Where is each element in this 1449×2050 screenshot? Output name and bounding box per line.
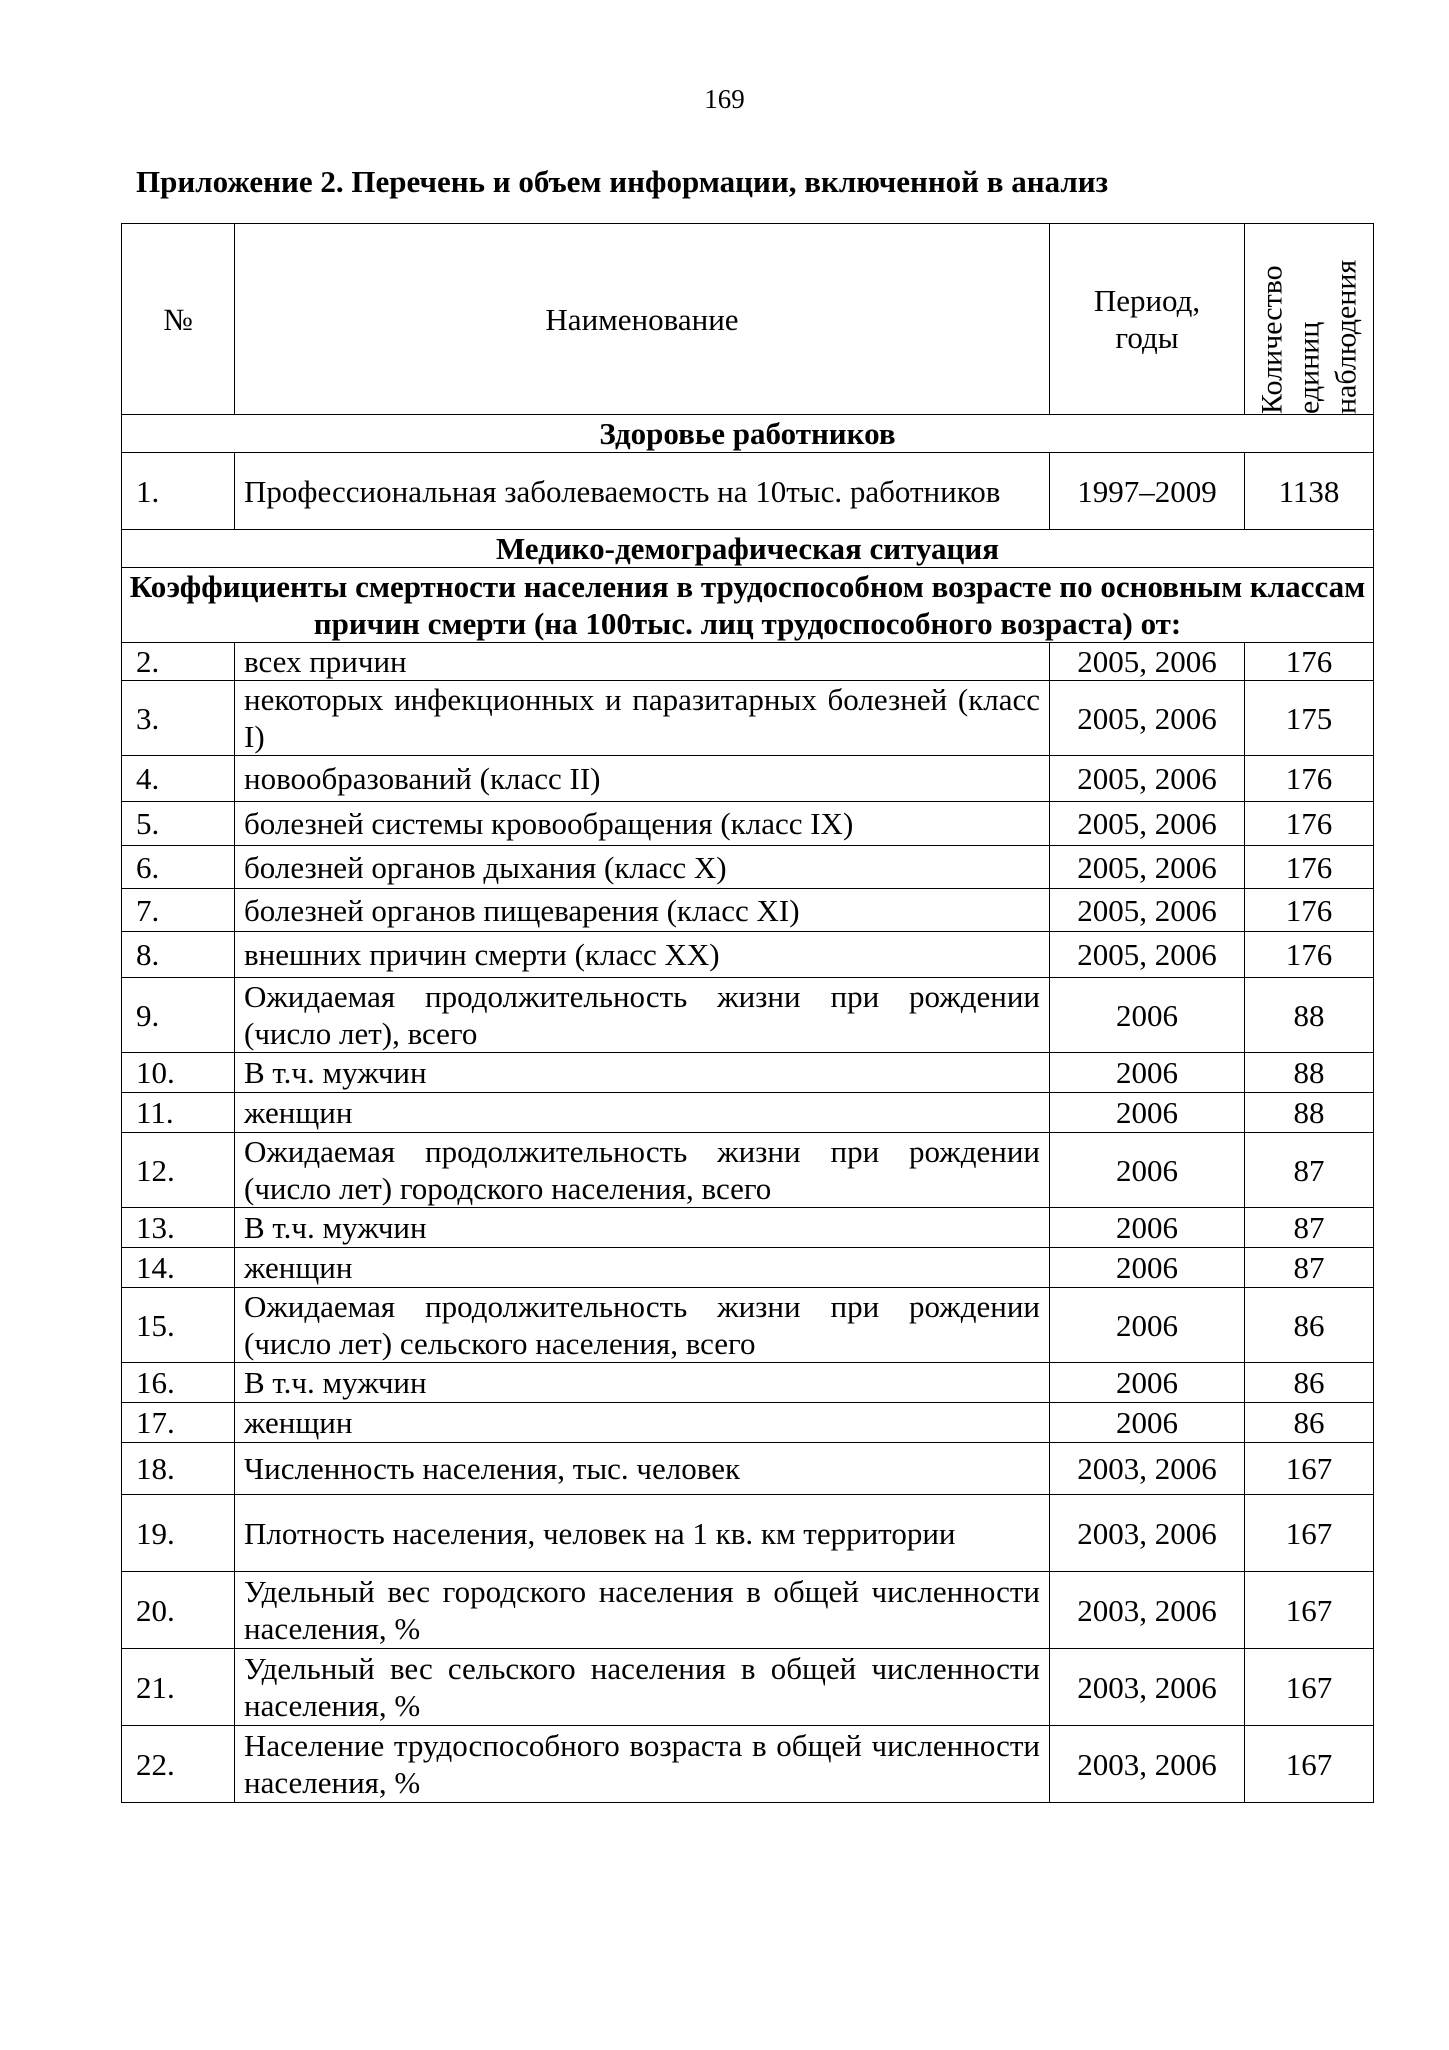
table-row	[122, 1403, 1374, 1443]
table-row	[122, 802, 1374, 846]
row-name: Ожидаемая продолжительность жизни при рождении (число лет), всего	[235, 978, 1050, 1053]
page-number: 169	[704, 84, 745, 114]
row-period: 2003, 2006	[1050, 1443, 1245, 1495]
header-row	[122, 224, 1374, 415]
row-period: 2005, 2006	[1050, 643, 1245, 681]
row-name: болезней системы кровообращения (класс IX)	[235, 802, 1050, 846]
row-period: 2005, 2006	[1050, 889, 1245, 932]
row-number: 16.	[122, 1363, 235, 1403]
row-number: 1.	[122, 453, 235, 530]
row-period: 2005, 2006	[1050, 756, 1245, 802]
row-period: 2006	[1050, 978, 1245, 1053]
row-name: Удельный вес городского населения в общей численности населения, %	[235, 1572, 1050, 1649]
row-name: болезней органов пищеварения (класс XI)	[235, 889, 1050, 932]
table-row	[122, 453, 1374, 530]
row-name: Численность населения, тыс. человек	[235, 1443, 1050, 1495]
appendix-title: Приложение 2. Перечень и объем информации, включенной в анализ	[136, 164, 1109, 199]
row-number: 19.	[122, 1495, 235, 1572]
table-row	[122, 932, 1374, 978]
row-period: 2006	[1050, 1093, 1245, 1133]
row-number: 2.	[122, 643, 235, 681]
table-row	[122, 978, 1374, 1053]
table-row	[122, 1288, 1374, 1363]
table-row	[122, 643, 1374, 681]
table-row	[122, 1726, 1374, 1803]
row-period: 2006	[1050, 1053, 1245, 1093]
table-row	[122, 846, 1374, 889]
row-name: Ожидаемая продолжительность жизни при рождении (число лет) сельского населения, всего	[235, 1288, 1050, 1363]
row-count: 87	[1245, 1248, 1374, 1288]
header-count-line1: Количество	[1255, 265, 1289, 414]
row-name: Профессиональная заболеваемость на 10тыс. работников	[235, 453, 1050, 530]
row-name: новообразований (класс II)	[235, 756, 1050, 802]
row-count: 86	[1245, 1363, 1374, 1403]
section-health	[122, 415, 1374, 453]
row-name: Удельный вес сельского населения в общей численности населения, %	[235, 1649, 1050, 1726]
row-count: 167	[1245, 1443, 1374, 1495]
table-row	[122, 1093, 1374, 1133]
section-medico-demographic	[122, 530, 1374, 568]
row-count: 87	[1245, 1133, 1374, 1208]
row-period: 2003, 2006	[1050, 1649, 1245, 1726]
table-row	[122, 756, 1374, 802]
row-number: 9.	[122, 978, 235, 1053]
row-number: 7.	[122, 889, 235, 932]
row-number: 20.	[122, 1572, 235, 1649]
row-count: 176	[1245, 643, 1374, 681]
header-period-line1: Период,	[1093, 283, 1201, 318]
table-row	[122, 1053, 1374, 1093]
row-name: Плотность населения, человек на 1 кв. км территории	[235, 1495, 1050, 1572]
header-period	[1050, 224, 1245, 415]
row-count: 176	[1245, 802, 1374, 846]
header-period-line2: годы	[1115, 320, 1179, 355]
table-row	[122, 1208, 1374, 1248]
row-name: Население трудоспособного возраста в общей численности населения, %	[235, 1726, 1050, 1803]
row-name: Ожидаемая продолжительность жизни при рождении (число лет) городского населения, всего	[235, 1133, 1050, 1208]
row-number: 15.	[122, 1288, 235, 1363]
row-count: 86	[1245, 1288, 1374, 1363]
table-row	[122, 1443, 1374, 1495]
row-number: 11.	[122, 1093, 235, 1133]
table-row	[122, 1495, 1374, 1572]
row-name: женщин	[235, 1403, 1050, 1443]
row-count: 175	[1245, 681, 1374, 756]
row-number: 5.	[122, 802, 235, 846]
row-number: 12.	[122, 1133, 235, 1208]
row-number: 8.	[122, 932, 235, 978]
row-count: 167	[1245, 1726, 1374, 1803]
row-name: В т.ч. мужчин	[235, 1363, 1050, 1403]
table-row	[122, 1363, 1374, 1403]
row-count: 176	[1245, 756, 1374, 802]
row-period: 2005, 2006	[1050, 802, 1245, 846]
section-mortality-coefficients-label: Коэффициенты смертности населения в трудоспособном возрасте по основным классам причин смерти (на 100тыс. лиц трудоспособного возраста) от:	[122, 568, 1374, 643]
section-health-label: Здоровье работников	[122, 415, 1374, 453]
row-count: 176	[1245, 889, 1374, 932]
row-period: 2006	[1050, 1208, 1245, 1248]
row-count: 88	[1245, 1093, 1374, 1133]
table-row	[122, 1572, 1374, 1649]
row-count: 86	[1245, 1403, 1374, 1443]
row-count: 167	[1245, 1495, 1374, 1572]
row-name: внешних причин смерти (класс XX)	[235, 932, 1050, 978]
section-medico-demographic-label: Медико-демографическая ситуация	[122, 530, 1374, 568]
row-count: 167	[1245, 1572, 1374, 1649]
section-mortality-coefficients	[122, 568, 1374, 643]
row-period: 2003, 2006	[1050, 1495, 1245, 1572]
row-period: 2006	[1050, 1248, 1245, 1288]
table-row	[122, 1649, 1374, 1726]
row-period: 2006	[1050, 1288, 1245, 1363]
table-row	[122, 681, 1374, 756]
table-row	[122, 1248, 1374, 1288]
row-number: 14.	[122, 1248, 235, 1288]
row-period: 2005, 2006	[1050, 681, 1245, 756]
row-number: 3.	[122, 681, 235, 756]
row-number: 10.	[122, 1053, 235, 1093]
row-number: 21.	[122, 1649, 235, 1726]
row-count: 88	[1245, 978, 1374, 1053]
table-row	[122, 889, 1374, 932]
row-name: В т.ч. мужчин	[235, 1208, 1050, 1248]
row-count: 1138	[1245, 453, 1374, 530]
row-number: 6.	[122, 846, 235, 889]
header-count-line3: наблюдения	[1329, 259, 1363, 414]
row-count: 176	[1245, 932, 1374, 978]
row-name: В т.ч. мужчин	[235, 1053, 1050, 1093]
header-count-line2: единиц	[1292, 321, 1326, 414]
row-period: 2006	[1050, 1363, 1245, 1403]
row-number: 17.	[122, 1403, 235, 1443]
row-name: некоторых инфекционных и паразитарных болезней (класс I)	[235, 681, 1050, 756]
row-name: женщин	[235, 1248, 1050, 1288]
row-number: 4.	[122, 756, 235, 802]
row-period: 2006	[1050, 1133, 1245, 1208]
row-period: 2006	[1050, 1403, 1245, 1443]
row-period: 2003, 2006	[1050, 1572, 1245, 1649]
row-name: болезней органов дыхания (класс X)	[235, 846, 1050, 889]
header-num: №	[122, 224, 235, 415]
row-name: всех причин	[235, 643, 1050, 681]
row-period: 2005, 2006	[1050, 932, 1245, 978]
information-table	[121, 223, 1374, 1803]
row-number: 13.	[122, 1208, 235, 1248]
header-count	[1245, 224, 1374, 415]
row-name: женщин	[235, 1093, 1050, 1133]
row-period: 2005, 2006	[1050, 846, 1245, 889]
row-number: 18.	[122, 1443, 235, 1495]
row-period: 2003, 2006	[1050, 1726, 1245, 1803]
row-count: 87	[1245, 1208, 1374, 1248]
table-row	[122, 1133, 1374, 1208]
row-count: 88	[1245, 1053, 1374, 1093]
header-name: Наименование	[235, 224, 1050, 415]
row-count: 167	[1245, 1649, 1374, 1726]
row-number: 22.	[122, 1726, 235, 1803]
row-period: 1997–2009	[1050, 453, 1245, 530]
row-count: 176	[1245, 846, 1374, 889]
